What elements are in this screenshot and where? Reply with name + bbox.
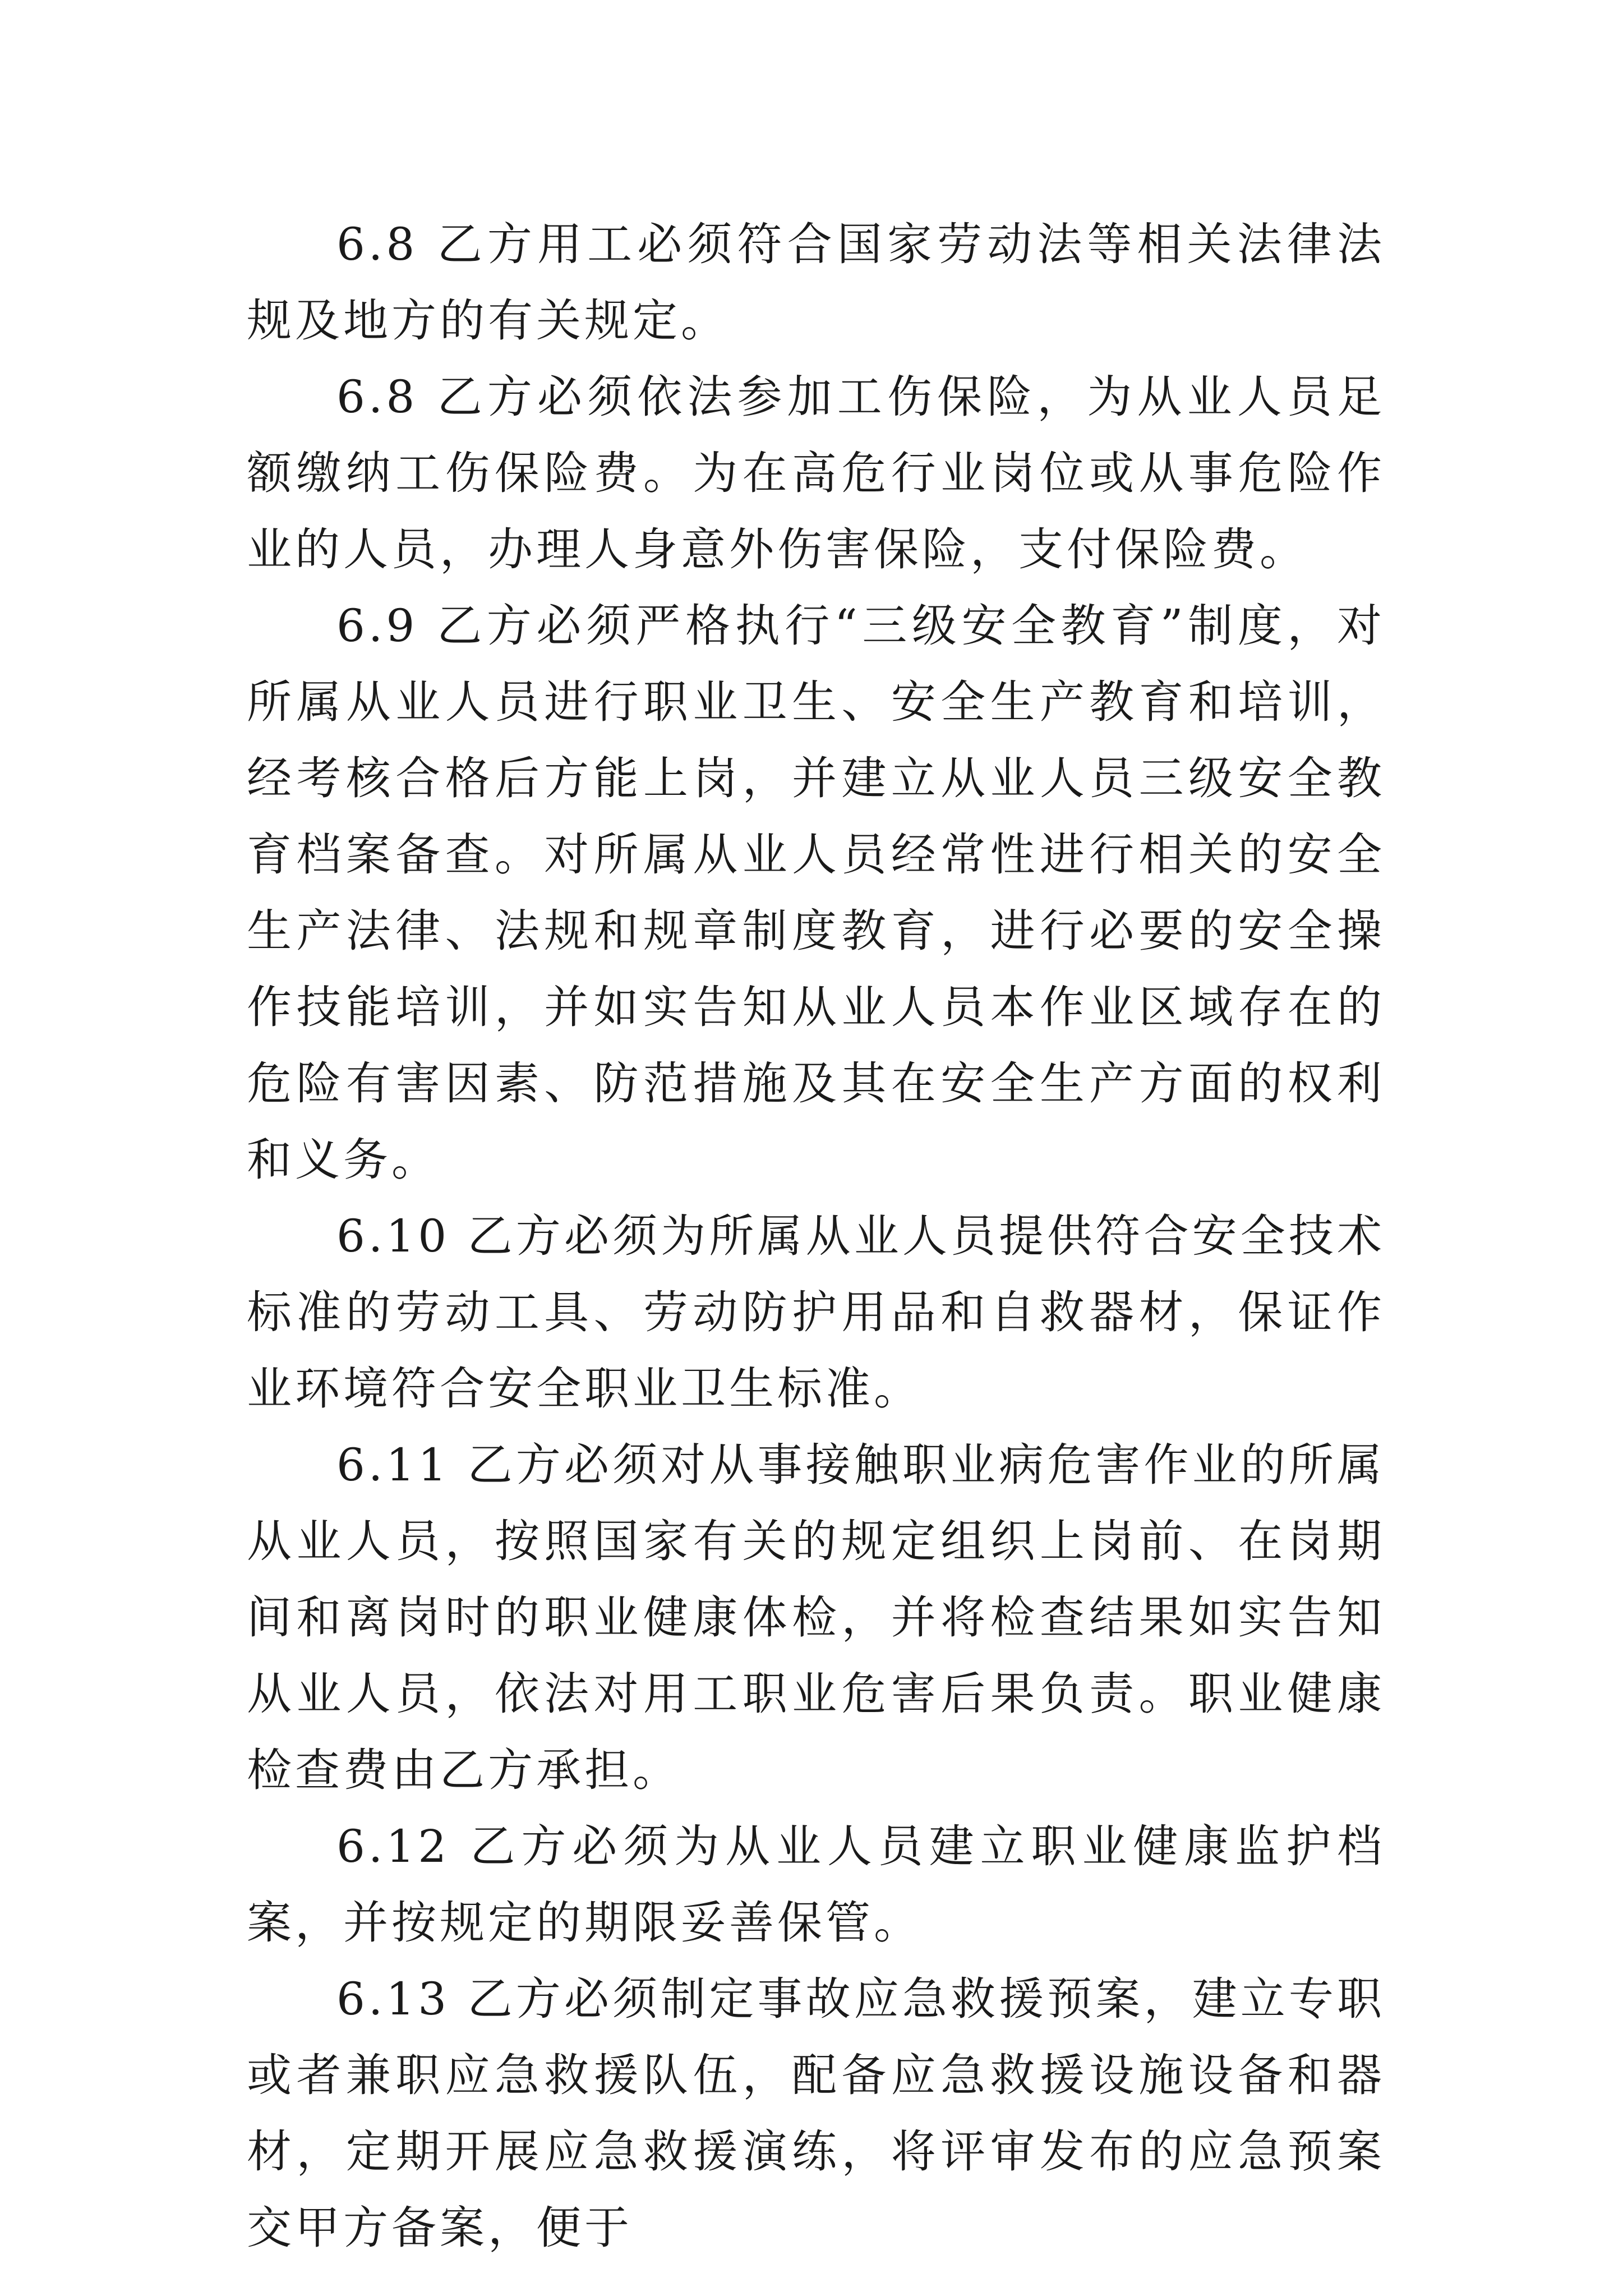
- clause-6-11-health-examination: 6.11 乙方必须对从事接触职业病危害作业的所属从业人员，按照国家有关的规定组织上岗前、在岗期间和离岗时的职业健康体检，并将检查结果如实告知从业人员，依法对用工职业危害后果负责。职业健康检查费由乙方承担。: [247, 1439, 1385, 1796]
- clause-6-10-protective-equipment: 6.10 乙方必须为所属从业人员提供符合安全技术标准的劳动工具、劳动防护用品和自救器材，保证作业环境符合安全职业卫生标准。: [247, 1210, 1385, 1415]
- clause-6-9-safety-education: 6.9 乙方必须严格执行“三级安全教育”制度，对所属从业人员进行职业卫生、安全生产教育和培训，经考核合格后方能上岗，并建立从业人员三级安全教育档案备查。对所属从业人员经常性进行相关的安全生产法律、法规和规章制度教育，进行必要的安全操作技能培训，并如实告知从业人员本作业区域存在的危险有害因素、防范措施及其在安全生产方面的权利和义务。: [247, 600, 1385, 1186]
- clause-6-13-emergency-plan: 6.13 乙方必须制定事故应急救援预案，建立专职或者兼职应急救援队伍，配备应急救援设施设备和器材，定期开展应急救援演练，将评审发布的应急预案交甲方备案，便于: [247, 1973, 1385, 2254]
- document-body: [247, 206, 1385, 2266]
- clause-6-8-labor-law: 6.8 乙方用工必须符合国家劳动法等相关法律法规及地方的有关规定。: [247, 218, 1385, 347]
- clause-6-8-injury-insurance: 6.8 乙方必须依法参加工伤保险，为从业人员足额缴纳工伤保险费。为在高危行业岗位或从事危险作业的人员，办理人身意外伤害保险，支付保险费。: [247, 371, 1385, 576]
- clause-6-12-health-records: 6.12 乙方必须为从业人员建立职业健康监护档案，并按规定的期限妥善保管。: [247, 1820, 1385, 1949]
